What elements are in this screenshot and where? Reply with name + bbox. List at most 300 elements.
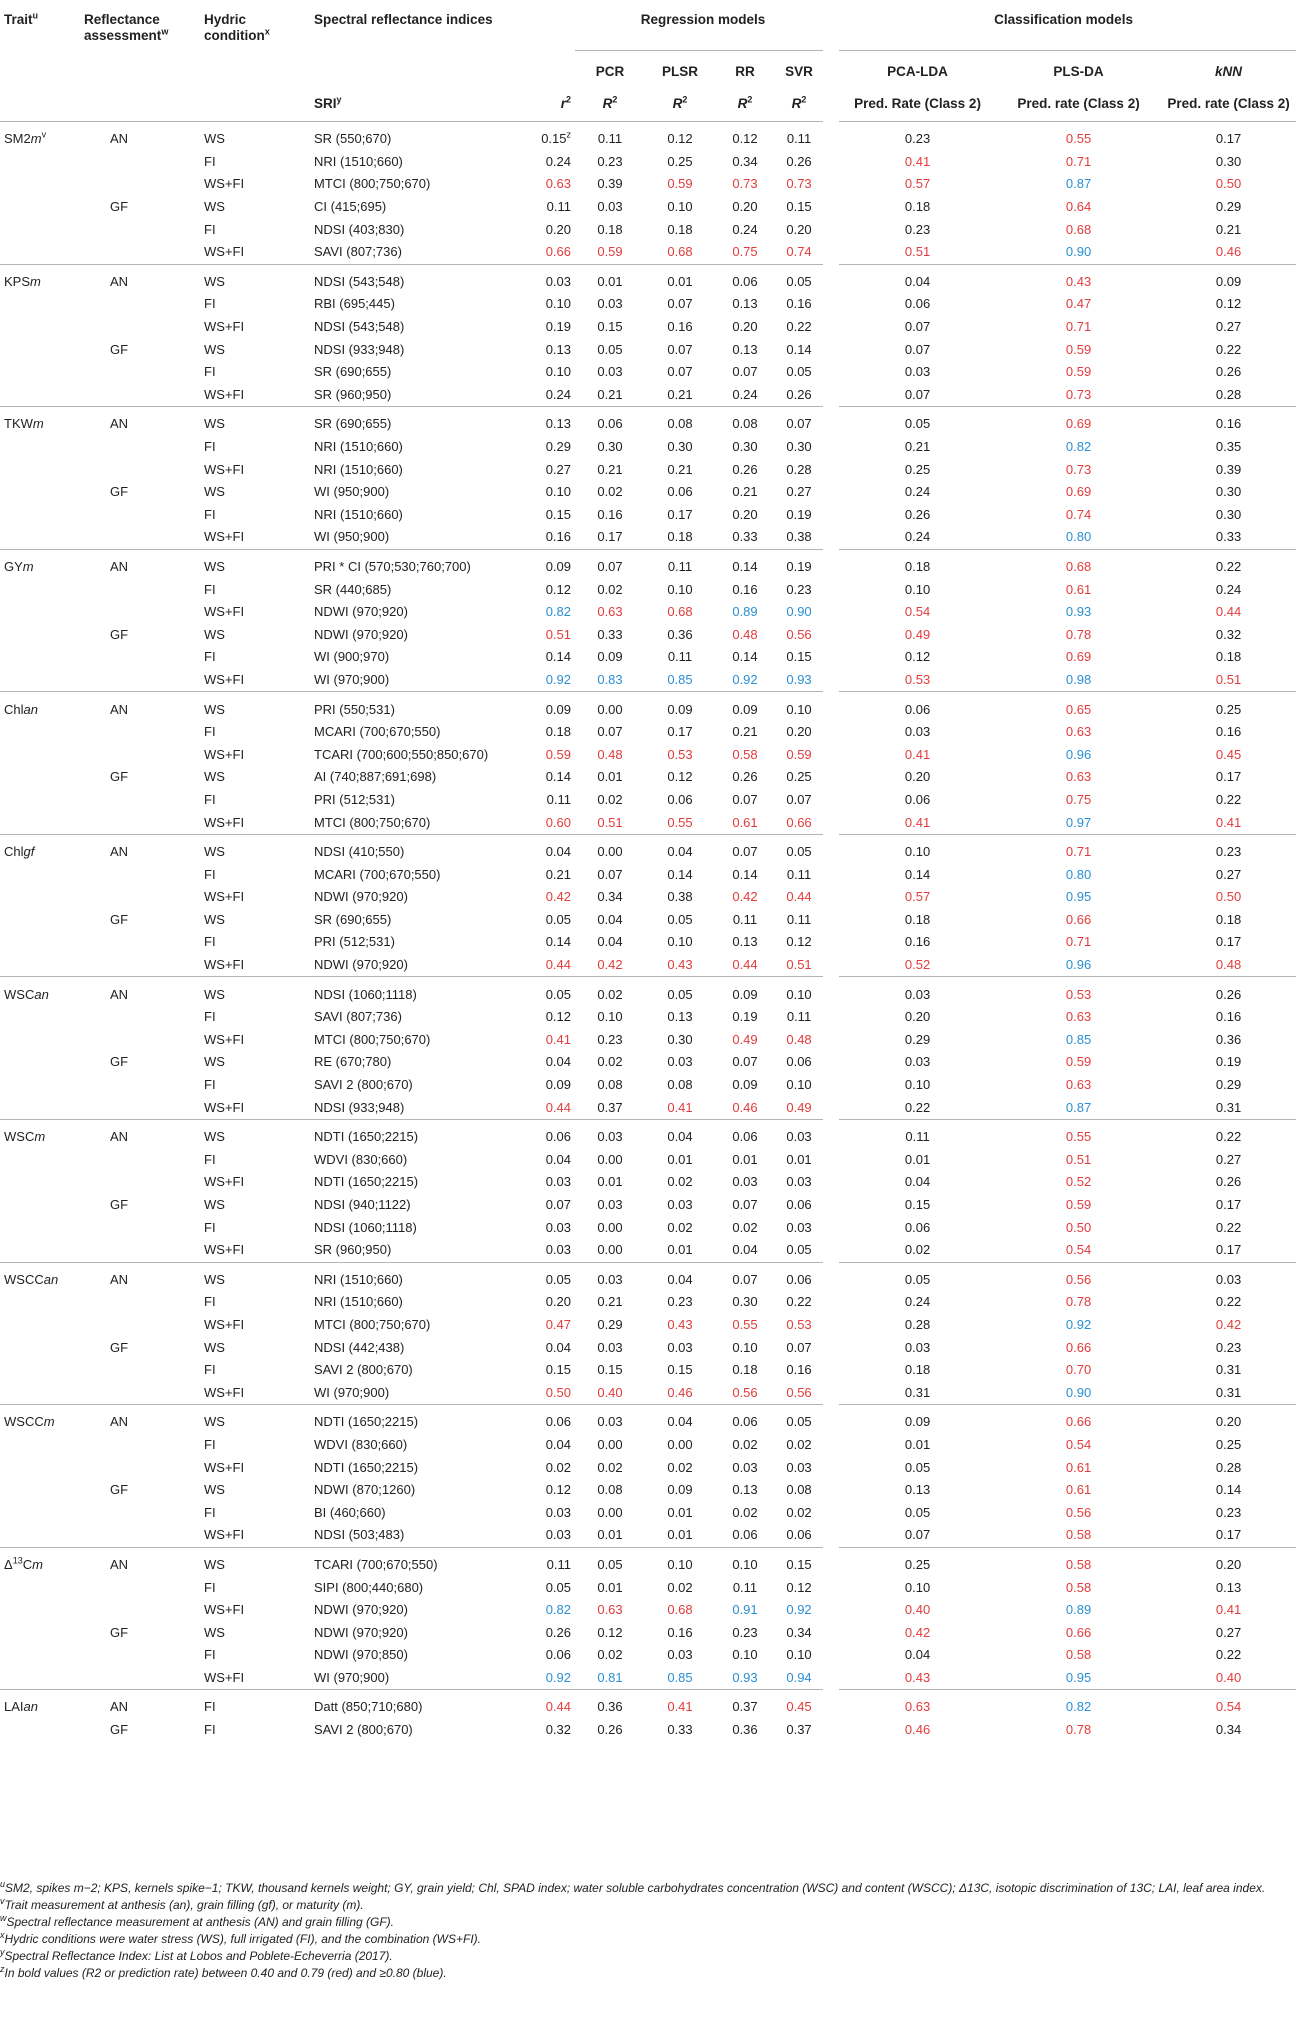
sri-cell: BI (460;660): [314, 1504, 386, 1520]
table-row: [0, 1074, 1296, 1097]
rr-cell: 0.13: [732, 341, 758, 357]
table-row: [0, 1029, 1296, 1052]
table-row: [0, 1291, 1296, 1314]
sri-cell: PRI (512;531): [314, 934, 395, 950]
hydric-cell: FI: [204, 153, 216, 169]
pca-lda-header: PCA-LDA: [831, 51, 996, 88]
pls-da-cell: 0.66: [1065, 911, 1092, 927]
svr-cell: 0.10: [786, 1647, 812, 1663]
assessment-cell: [80, 601, 200, 624]
knn-cell: 0.28: [1161, 384, 1296, 407]
knn-cell: 0.30: [1215, 153, 1242, 169]
pca-lda-cell: 0.01: [831, 1434, 996, 1457]
trait-cell: [0, 721, 80, 744]
pca-lda-cell: 0.43: [831, 1667, 996, 1690]
table-row: [0, 766, 1296, 789]
hydric-cell: WS+FI: [200, 811, 310, 834]
plsr-cell: 0.09: [667, 1482, 693, 1498]
knn-cell: 0.22: [1215, 1294, 1242, 1310]
sri-cell: NRI (1510;660): [314, 506, 403, 522]
svr-cell: 0.10: [786, 1077, 812, 1093]
pls-da-cell: 0.55: [1065, 1129, 1092, 1145]
sri-cell: NRI (1510;660): [314, 461, 403, 477]
rr-cell: 0.44: [715, 954, 775, 977]
hydric-cell: WS: [204, 484, 225, 500]
rr-cell: 0.91: [732, 1602, 758, 1618]
pca-lda-cell: 0.54: [831, 601, 996, 624]
assessment-cell: GF: [110, 626, 129, 642]
plsr-header: PLSR: [645, 51, 715, 88]
knn-cell: 0.16: [1215, 1009, 1242, 1025]
sri-cell: WI (950;900): [314, 484, 390, 500]
trait-cell: [0, 458, 80, 481]
pls-da-cell: 0.47: [1065, 296, 1092, 312]
pca-lda-cell: 0.11: [831, 1119, 996, 1148]
hydric-cell: WS+FI: [204, 746, 245, 762]
trait-cell: Chlan: [4, 701, 38, 717]
table-row: [0, 1314, 1296, 1337]
r2-cell: 0.44: [545, 1699, 571, 1715]
pls-da-cell: 0.61: [1065, 1482, 1092, 1498]
svr-cell: 0.26: [775, 384, 831, 407]
rr-cell: 0.24: [715, 384, 775, 407]
hydric-cell: FI: [204, 791, 216, 807]
rr-cell: 0.92: [715, 669, 775, 692]
footnote: $^w$Spectral reflectance measurement at anthesis (AN) and grain filling (GF).: [0, 1913, 394, 1929]
hydric-cell: FI: [204, 1647, 216, 1663]
table-row: [0, 692, 1296, 721]
r2-cell: 0.03: [545, 1174, 571, 1190]
pca-lda-cell: 0.24: [831, 1291, 996, 1314]
assessment-cell: GF: [110, 1722, 129, 1738]
assessment-cell: [80, 1096, 200, 1119]
pca-lda-cell: 0.05: [831, 1456, 996, 1479]
plsr-cell: 0.21: [645, 384, 715, 407]
pls-da-cell: 0.82: [1065, 1699, 1092, 1715]
pcr-cell: 0.02: [597, 986, 623, 1002]
sri-cell: RBI (695;445): [314, 296, 395, 312]
plsr-cell: 0.14: [667, 866, 693, 882]
knn-cell: 0.23: [1215, 844, 1242, 860]
assessment-cell: [80, 384, 200, 407]
hydric-cell: FI: [204, 439, 216, 455]
trait-cell: [0, 1667, 80, 1690]
r2-cell: 0.13: [545, 341, 571, 357]
trait-cell: [0, 293, 80, 316]
svr-cell: 0.22: [786, 1294, 812, 1310]
table-row: [0, 1119, 1296, 1148]
rr-cell: 0.26: [732, 769, 758, 785]
r2-cell: 0.04: [545, 1151, 571, 1167]
rr-cell: 0.49: [732, 1031, 758, 1047]
trait-cell: [0, 601, 80, 624]
sri-cell: NDWI (870;1260): [314, 1482, 416, 1498]
pcr-cell: 0.06: [597, 416, 623, 432]
assessment-cell: AN: [110, 273, 129, 289]
rr-cell: 0.16: [732, 581, 758, 597]
sri-cell: SR (960;950): [310, 1239, 505, 1262]
svr-cell: 0.11: [786, 131, 812, 147]
plsr-cell: 0.85: [645, 1667, 715, 1690]
knn-cell: 0.16: [1215, 416, 1242, 432]
pls-da-cell: 0.85: [1065, 1031, 1092, 1047]
pcr-cell: 0.07: [597, 558, 623, 574]
pls-da-cell: 0.70: [1065, 1362, 1092, 1378]
r2-cell: 0.10: [545, 364, 571, 380]
trait-cell: [0, 1501, 80, 1524]
pls-da-cell: 0.58: [1065, 1579, 1092, 1595]
r2-cell: 0.66: [505, 241, 575, 264]
svr-cell: 0.74: [775, 241, 831, 264]
rr-cell: 0.89: [732, 604, 758, 620]
assessment-cell: [80, 1006, 200, 1029]
assessment-cell: [80, 1456, 200, 1479]
svr-cell: 0.51: [775, 954, 831, 977]
pcr-cell: 0.08: [597, 1077, 623, 1093]
table-row: [0, 1262, 1296, 1291]
assessment-cell: [80, 1314, 200, 1337]
r2-cell: 0.29: [545, 439, 571, 455]
pcr-cell: 0.36: [597, 1699, 623, 1715]
trait-cell: [0, 481, 80, 504]
pca-lda-cell: 0.12: [831, 646, 996, 669]
rr-cell: 0.10: [732, 1647, 758, 1663]
plsr-cell: 0.10: [667, 1556, 693, 1572]
svr-cell: 0.12: [786, 934, 812, 950]
assessment-cell: [80, 1381, 200, 1404]
pca-lda-cell: 0.23: [831, 122, 996, 151]
rr-cell: 0.11: [732, 1579, 758, 1595]
rr-cell: 0.10: [732, 1339, 758, 1355]
table-row: [0, 316, 1296, 339]
rr-cell: 0.06: [732, 1414, 758, 1430]
plsr-cell: 0.36: [667, 626, 693, 642]
header-row-1: [0, 0, 1296, 51]
hydric-cell: WS+FI: [200, 1667, 310, 1690]
sri-cell: SR (550;670): [314, 131, 392, 147]
hydric-cell: WS: [204, 1556, 225, 1572]
svr-cell: 0.45: [786, 1699, 812, 1715]
svr-cell: 0.06: [786, 1197, 812, 1213]
pls-da-cell: 0.52: [1065, 1174, 1092, 1190]
knn-cell: 0.22: [1215, 1219, 1242, 1235]
trait-cell: [0, 1291, 80, 1314]
trait-cell: [0, 1096, 80, 1119]
hydric-cell: WS+FI: [204, 1602, 245, 1618]
r2-cell: 0.20: [545, 1294, 571, 1310]
r2-cell: 0.47: [545, 1316, 571, 1332]
table-row: [0, 1381, 1296, 1404]
pls-da-cell: 0.54: [996, 1239, 1161, 1262]
svr-cell: 0.12: [786, 1579, 812, 1595]
plsr-cell: 0.16: [667, 319, 693, 335]
svr-cell: 0.92: [786, 1602, 812, 1618]
plsr-cell: 0.41: [645, 1096, 715, 1119]
rr-cell: 0.13: [732, 934, 758, 950]
plsr-cell: 0.01: [667, 1151, 693, 1167]
plsr-cell: 0.68: [667, 1602, 693, 1618]
r2-cell: 0.41: [545, 1031, 571, 1047]
svr-cell: 0.07: [786, 791, 812, 807]
assessment-cell: [80, 1644, 200, 1667]
pls-da-cell: 0.59: [1065, 1054, 1092, 1070]
pca-lda-cell: 0.25: [831, 1547, 996, 1576]
assessment-cell: [80, 1074, 200, 1097]
table-row: [0, 1359, 1296, 1382]
hydric-cell: WS+FI: [200, 241, 310, 264]
hydric-cell: WS+FI: [200, 1381, 310, 1404]
trait-cell: [0, 361, 80, 384]
svr-cell: 0.05: [786, 844, 812, 860]
plsr-cell: 0.13: [667, 1009, 693, 1025]
plsr-cell: 0.55: [645, 811, 715, 834]
pcr-cell: 0.15: [597, 1362, 623, 1378]
pls-da-cell: 0.69: [1065, 416, 1092, 432]
assessment-cell: AN: [110, 701, 129, 717]
r2-cell: 0.06: [545, 1129, 571, 1145]
pca-lda-cell: 0.15: [831, 1194, 996, 1217]
rr-cell: 0.14: [732, 866, 758, 882]
svr-cell: 0.94: [775, 1667, 831, 1690]
plsr-cell: 0.04: [667, 1271, 693, 1287]
assessment-cell: [80, 1216, 200, 1239]
assessment-cell: AN: [110, 1556, 129, 1572]
hydric-cell: WS+FI: [200, 384, 310, 407]
plsr-cell: 0.18: [645, 526, 715, 549]
r2-cell: 0.04: [545, 1339, 571, 1355]
svr-cell: 0.03: [786, 1219, 812, 1235]
knn-cell: 0.20: [1215, 1414, 1242, 1430]
pcr-cell: 0.83: [575, 669, 645, 692]
pca-lda-cell: 0.20: [831, 766, 996, 789]
table-row: [0, 886, 1296, 909]
pls-da-cell: 0.59: [1065, 364, 1092, 380]
pls-da-cell: 0.80: [996, 526, 1161, 549]
hydric-cell: WS: [204, 701, 225, 717]
pls-da-cell: 0.71: [1065, 934, 1092, 950]
knn-cell: 0.30: [1215, 484, 1242, 500]
svr-cell: 0.23: [786, 581, 812, 597]
pls-da-cell: 0.92: [1065, 1316, 1092, 1332]
trait-cell: $\Delta^{13}Cm$: [4, 1555, 43, 1572]
trait-cell: [0, 811, 80, 834]
trait-cell: WSCm: [4, 1129, 46, 1145]
r2-cell: 0.82: [545, 604, 571, 620]
pcr-cell: 0.02: [597, 1647, 623, 1663]
pcr-cell: 0.40: [575, 1381, 645, 1404]
table-row: [0, 1194, 1296, 1217]
table-row: [0, 977, 1296, 1006]
assessment-cell: [80, 1291, 200, 1314]
svr-cell: 0.26: [786, 153, 812, 169]
knn-cell: 0.29: [1215, 199, 1242, 215]
knn-cell: 0.17: [1215, 131, 1242, 147]
hydric-cell: FI: [204, 1362, 216, 1378]
sri-cell: MTCI (800;750;670): [310, 811, 505, 834]
knn-cell: 0.26: [1215, 986, 1242, 1002]
r2-cell: 0.24: [545, 153, 571, 169]
hydric-cell: WS: [204, 986, 225, 1002]
pcr-cell: 0.07: [597, 724, 623, 740]
pcr-cell: 0.21: [597, 1294, 623, 1310]
trait-cell: WSCan: [4, 986, 49, 1002]
r2-cell: 0.15$^z$: [541, 129, 571, 147]
table-row: [0, 863, 1296, 886]
pls-da-cell: 0.63: [1065, 1077, 1092, 1093]
table-row: [0, 218, 1296, 241]
rr-cell: 0.42: [732, 889, 758, 905]
table-row: [0, 721, 1296, 744]
plsr-cell: 0.06: [667, 484, 693, 500]
pcr-cell: 0.03: [597, 296, 623, 312]
knn-cell: 0.50: [1215, 176, 1242, 192]
pls-da-cell: 0.87: [1065, 176, 1092, 192]
knn-cell: 0.28: [1215, 1459, 1242, 1475]
plsr-cell: 0.02: [667, 1219, 693, 1235]
pls-da-cell: 0.56: [1065, 1504, 1092, 1520]
trait-cell: [0, 436, 80, 459]
plsr-cell: 0.08: [667, 1077, 693, 1093]
svr-cell: 0.73: [786, 176, 812, 192]
knn-cell: 0.23: [1215, 1339, 1242, 1355]
table-row: [0, 578, 1296, 601]
pca-lda-cell: 0.02: [831, 1239, 996, 1262]
r2-cell: 0.50: [505, 1381, 575, 1404]
pca-lda-cell: 0.09: [831, 1405, 996, 1434]
table-row: [0, 1434, 1296, 1457]
knn-cell: 0.44: [1215, 604, 1242, 620]
knn-cell: 0.25: [1215, 1436, 1242, 1452]
svr-cell: 0.48: [786, 1031, 812, 1047]
pcr-cell: 0.39: [597, 176, 623, 192]
assessment-cell: [80, 151, 200, 174]
r2-header: $r^2$: [505, 87, 575, 122]
pca-lda-cell: 0.23: [831, 218, 996, 241]
trait-cell: [0, 218, 80, 241]
pca-lda-cell: 0.05: [831, 407, 996, 436]
assessment-cell: [80, 811, 200, 834]
regression-group-header: Regression models: [640, 12, 766, 27]
plsr-cell: 0.10: [667, 199, 693, 215]
r2-cell: 0.03: [545, 1504, 571, 1520]
rr-cell: 0.11: [732, 911, 758, 927]
knn-cell: 0.54: [1215, 1699, 1242, 1715]
svr-cell: 0.20: [786, 221, 812, 237]
trait-cell: [0, 886, 80, 909]
plsr-cell: 0.07: [667, 296, 693, 312]
hydric-cell: WS+FI: [200, 954, 310, 977]
pcr-cell: 0.07: [597, 866, 623, 882]
assessment-cell: [80, 1149, 200, 1172]
rr-cell: 0.13: [732, 296, 758, 312]
r2-cell: 0.60: [505, 811, 575, 834]
r2-cell: 0.06: [545, 1647, 571, 1663]
knn-cell: 0.25: [1215, 701, 1242, 717]
footnote: $^u$SM2, spikes m−2; KPS, kernels spike−1; TKW, thousand kernels weight; GY, grain yield; Chl, SPAD index; water soluble carbohydrates concentration (WSC) and content (WSCC); Δ13C, isotopic discrimination of 13C; LAI, leaf area index.: [0, 1879, 1266, 1895]
hydric-cell: WS: [204, 1339, 225, 1355]
pcr-cell: 0.29: [597, 1316, 623, 1332]
plsr-cell: 0.68: [645, 241, 715, 264]
r2-cell: 0.16: [505, 526, 575, 549]
pls-da-cell: 0.59: [1065, 1197, 1092, 1213]
assessment-cell: GF: [110, 769, 129, 785]
assessment-cell: AN: [110, 986, 129, 1002]
trait-cell: [0, 1314, 80, 1337]
knn-cell: 0.09: [1215, 273, 1242, 289]
assessment-cell: [80, 669, 200, 692]
trait-cell: [0, 1381, 80, 1404]
r2-cell: 0.14: [545, 934, 571, 950]
knn-cell: 0.41: [1215, 1602, 1242, 1618]
pca-lda-cell: 0.07: [831, 338, 996, 361]
pls-da-cell: 0.71: [1065, 153, 1092, 169]
svr-cell: 0.90: [786, 604, 812, 620]
pcr-cell: 0.81: [575, 1667, 645, 1690]
plsr-cell: 0.01: [667, 1504, 693, 1520]
rr-cell: 0.18: [732, 1362, 758, 1378]
r2-cell: 0.11: [546, 199, 571, 215]
pcr-cell: 0.03: [597, 1197, 623, 1213]
knn-cell: 0.33: [1161, 526, 1296, 549]
svr-cell: 0.20: [786, 724, 812, 740]
hydric-cell: WS+FI: [200, 526, 310, 549]
plsr-cell: 0.03: [667, 1647, 693, 1663]
sri-cell: TCARI (700;600;550;850;670): [314, 746, 489, 762]
knn-cell: 0.18: [1215, 911, 1242, 927]
hydric-header: Hydric condition$^x$: [204, 12, 270, 43]
pca-lda-cell: 0.10: [831, 1074, 996, 1097]
hydric-cell: WS+FI: [204, 461, 245, 477]
svr-cell: 0.06: [786, 1271, 812, 1287]
plsr-cell: 0.17: [667, 506, 693, 522]
hydric-cell: WS: [204, 341, 225, 357]
plsr-cell: 0.41: [667, 1699, 693, 1715]
rr-cell: 0.07: [732, 1197, 758, 1213]
table-row: [0, 1479, 1296, 1502]
pcr-cell: 0.11: [597, 131, 623, 147]
assessment-cell: AN: [110, 1414, 129, 1430]
rr-cell: 0.24: [732, 221, 758, 237]
assessment-cell: [80, 721, 200, 744]
sri-cell: NDWI (970;920): [314, 604, 408, 620]
sri-cell: WI (950;900): [310, 526, 505, 549]
rr-header: RR: [715, 51, 775, 88]
r2-cell: 0.20: [545, 221, 571, 237]
rr-cell: 0.03: [732, 1459, 758, 1475]
pls-da-cell: 0.68: [1065, 221, 1092, 237]
pcr-cell: 0.18: [597, 221, 623, 237]
plsr-cell: 0.59: [667, 176, 693, 192]
assessment-cell: [80, 504, 200, 527]
sri-cell: WDVI (830;660): [314, 1151, 408, 1167]
plsr-cell: 0.38: [667, 889, 693, 905]
table-row: [0, 909, 1296, 932]
rr-cell: 0.09: [732, 1077, 758, 1093]
sri-cell: AI (740;887;691;698): [314, 769, 437, 785]
table-row: [0, 1690, 1296, 1719]
assessment-cell: AN: [110, 1129, 129, 1145]
table-row: [0, 407, 1296, 436]
pca-lda-cell: 0.28: [831, 1314, 996, 1337]
table-row: [0, 623, 1296, 646]
rr-cell: 0.08: [732, 416, 758, 432]
assessment-cell: GF: [110, 1624, 129, 1640]
pls-da-cell: 0.66: [1065, 1339, 1092, 1355]
hydric-cell: WS+FI: [204, 1459, 245, 1475]
rr-cell: 0.02: [732, 1436, 758, 1452]
pca-lda-cell: 0.57: [831, 886, 996, 909]
pcr-cell: 0.09: [597, 649, 623, 665]
